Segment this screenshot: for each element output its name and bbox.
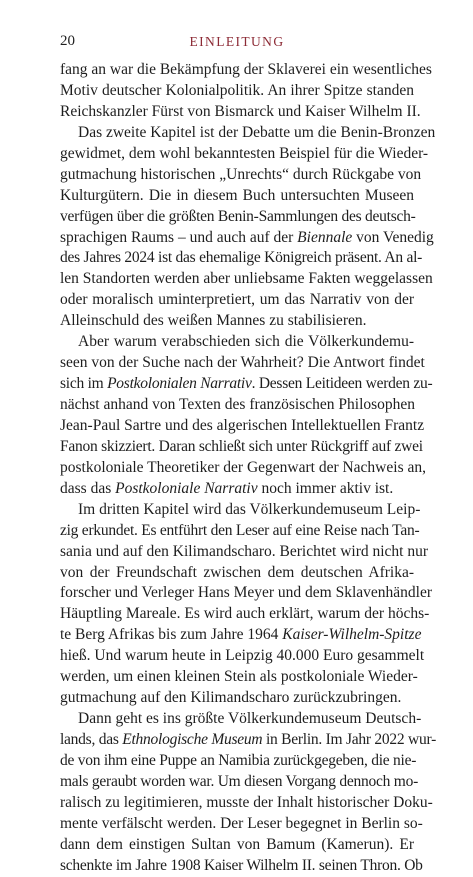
text-line bbox=[60, 311, 414, 332]
text-run: . Dessen Leitideen werden zu- bbox=[251, 375, 433, 393]
text-line bbox=[60, 730, 437, 751]
text-line bbox=[60, 165, 422, 186]
text-line bbox=[60, 290, 414, 311]
text-run: gutmachung historischen „Unrechts“ durch Rückgabe von bbox=[60, 165, 422, 183]
page-number: 20 bbox=[60, 33, 75, 49]
text-line bbox=[60, 395, 414, 416]
text-line bbox=[60, 625, 422, 646]
text-run: Reichskanzler Fürst von Bismarck und Kaiser Wilhelm II. bbox=[60, 102, 421, 120]
text-line bbox=[60, 374, 433, 395]
paragraph bbox=[60, 123, 436, 332]
text-run: dann dem einstigen Sultan von Bamum (Kamerun). Er bbox=[60, 835, 414, 853]
text-line bbox=[60, 709, 422, 730]
italic-title: Kaiser-Wilhelm-Spitze bbox=[282, 626, 422, 644]
text-line bbox=[60, 688, 414, 709]
text-run: seen von der Suche nach der Wahrheit? Die Antwort findet bbox=[60, 354, 425, 372]
text-line bbox=[60, 123, 436, 144]
text-line bbox=[60, 60, 432, 81]
text-run: Alleinschuld des weißen Mannes zu stabilisieren. bbox=[60, 312, 367, 330]
text-run: des Jahres 2024 ist das ehemalige Königreich präsent. An al- bbox=[60, 249, 423, 267]
text-run: zig erkundet. Es entführt den Leser auf eine Reise nach Tan- bbox=[60, 521, 420, 539]
text-line bbox=[60, 500, 421, 521]
text-run: sania und auf den Kilimandscharo. Berichtet wird nicht nur bbox=[60, 542, 429, 560]
text-run: von der Freundschaft zwischen dem deutschen Afrika- bbox=[60, 563, 414, 581]
text-run: Häuptling Mareale. Es wird auch erklärt, warum der höchs- bbox=[60, 605, 430, 623]
text-line bbox=[60, 814, 423, 835]
text-run: Jean-Paul Sartre und des algerischen Intellektuellen Frantz bbox=[60, 416, 425, 434]
text-run: sprachigen Raums – und auch auf der bbox=[60, 228, 298, 246]
text-line bbox=[60, 646, 425, 667]
text-line bbox=[60, 772, 418, 793]
text-line bbox=[60, 437, 423, 458]
text-line bbox=[60, 521, 420, 542]
text-run: gewidmet, dem wohl bekanntesten Beispiel für die Wieder- bbox=[60, 144, 429, 162]
text-run: dass das bbox=[60, 479, 116, 497]
text-line bbox=[60, 332, 414, 353]
text-line bbox=[60, 81, 414, 102]
paragraph bbox=[60, 332, 433, 500]
italic-title: Ethnologische Museum bbox=[122, 731, 263, 748]
text-line bbox=[60, 144, 429, 165]
text-line bbox=[60, 667, 418, 688]
text-line bbox=[60, 248, 423, 269]
italic-title: Postkolonialen Narrativ bbox=[107, 375, 252, 393]
text-run: Kulturgütern. Die in diesem Buch untersuchten Museen bbox=[60, 186, 414, 204]
running-head: EINLEITUNG bbox=[189, 34, 285, 49]
text-line bbox=[60, 793, 433, 814]
text-run: ralisch zu legitimieren, musste der Inhalt historischer Doku- bbox=[60, 793, 433, 811]
text-line bbox=[60, 186, 414, 207]
body-text bbox=[60, 60, 437, 877]
text-run: de von ihm eine Puppe an Namibia zurückgegeben, die nie- bbox=[60, 751, 417, 769]
text-line bbox=[60, 856, 423, 877]
text-line bbox=[60, 458, 426, 479]
italic-title: Postkoloniale Narrativ bbox=[115, 479, 258, 497]
text-line bbox=[60, 353, 425, 374]
text-run: verfügen über die größten Benin-Sammlungen des deutsch- bbox=[60, 207, 416, 225]
text-run: fang an war die Bekämpfung der Sklaverei ein wesentliches bbox=[60, 61, 432, 78]
text-line bbox=[60, 542, 429, 563]
text-line bbox=[60, 604, 430, 625]
text-line bbox=[60, 102, 421, 123]
text-line bbox=[60, 207, 414, 228]
italic-title: Biennale bbox=[297, 228, 353, 246]
text-line bbox=[60, 751, 417, 772]
text-run: Motiv deutscher Kolonialpolitik. An ihrer Spitze standen bbox=[60, 81, 414, 99]
text-run: postkoloniale Theoretiker der Gegenwart der Nachweis an, bbox=[60, 458, 426, 476]
text-run: von Venedig bbox=[352, 228, 434, 246]
text-run: lands, das bbox=[60, 731, 123, 748]
text-line bbox=[60, 269, 433, 290]
text-run: sich im bbox=[60, 375, 108, 393]
text-run: Das zweite Kapitel ist der Debatte um die Benin-Bronzen bbox=[78, 123, 436, 141]
page-header bbox=[60, 33, 414, 53]
text-line bbox=[60, 416, 425, 437]
text-line bbox=[60, 563, 414, 584]
text-run: mals geraubt worden war. Um diesen Vorgang dennoch mo- bbox=[60, 772, 418, 790]
text-run: Aber warum verabschieden sich die Völkerkundemu- bbox=[78, 333, 414, 351]
text-line bbox=[60, 583, 433, 604]
text-run: forscher und Verleger Hans Meyer und dem Sklavenhändler bbox=[60, 584, 433, 602]
text-line bbox=[60, 479, 414, 500]
text-run: Dann geht es ins größte Völkerkundemuseum Deutsch- bbox=[78, 710, 422, 728]
text-run: Fanon skizziert. Daran schließt sich unter Rückgriff auf zwei bbox=[60, 437, 423, 455]
paragraph bbox=[60, 60, 432, 123]
text-run: gutmachung auf den Kilimandscharo zurückzubringen. bbox=[60, 689, 402, 707]
text-run: oder moralisch uminterpretiert, um das Narrativ von der bbox=[60, 291, 414, 309]
paragraph bbox=[60, 709, 437, 877]
text-run: noch immer aktiv ist. bbox=[257, 479, 394, 497]
paragraph bbox=[60, 500, 433, 709]
text-run: mente verfälscht werden. Der Leser begegnet in Berlin so- bbox=[60, 814, 423, 832]
text-run: in Berlin. Im Jahr 2022 wur- bbox=[262, 731, 437, 748]
text-run: schenkte im Jahre 1908 Kaiser Wilhelm II. seinen Thron. Ob bbox=[60, 856, 423, 874]
text-run: len Standorten werden aber unliebsame Fakten weggelassen bbox=[60, 270, 433, 288]
text-run: hieß. Und warum heute in Leipzig 40.000 Euro gesammelt bbox=[60, 647, 425, 665]
text-run: Im dritten Kapitel wird das Völkerkundemuseum Leip- bbox=[78, 500, 421, 518]
text-run: werden, um einen kleinen Stein als postkoloniale Wieder- bbox=[60, 668, 418, 686]
text-run: nächst anhand von Texten des französischen Philosophen bbox=[60, 396, 416, 413]
text-line bbox=[60, 228, 434, 249]
text-line bbox=[60, 835, 414, 856]
text-run: te Berg Afrikas bis zum Jahre 1964 bbox=[60, 626, 283, 644]
